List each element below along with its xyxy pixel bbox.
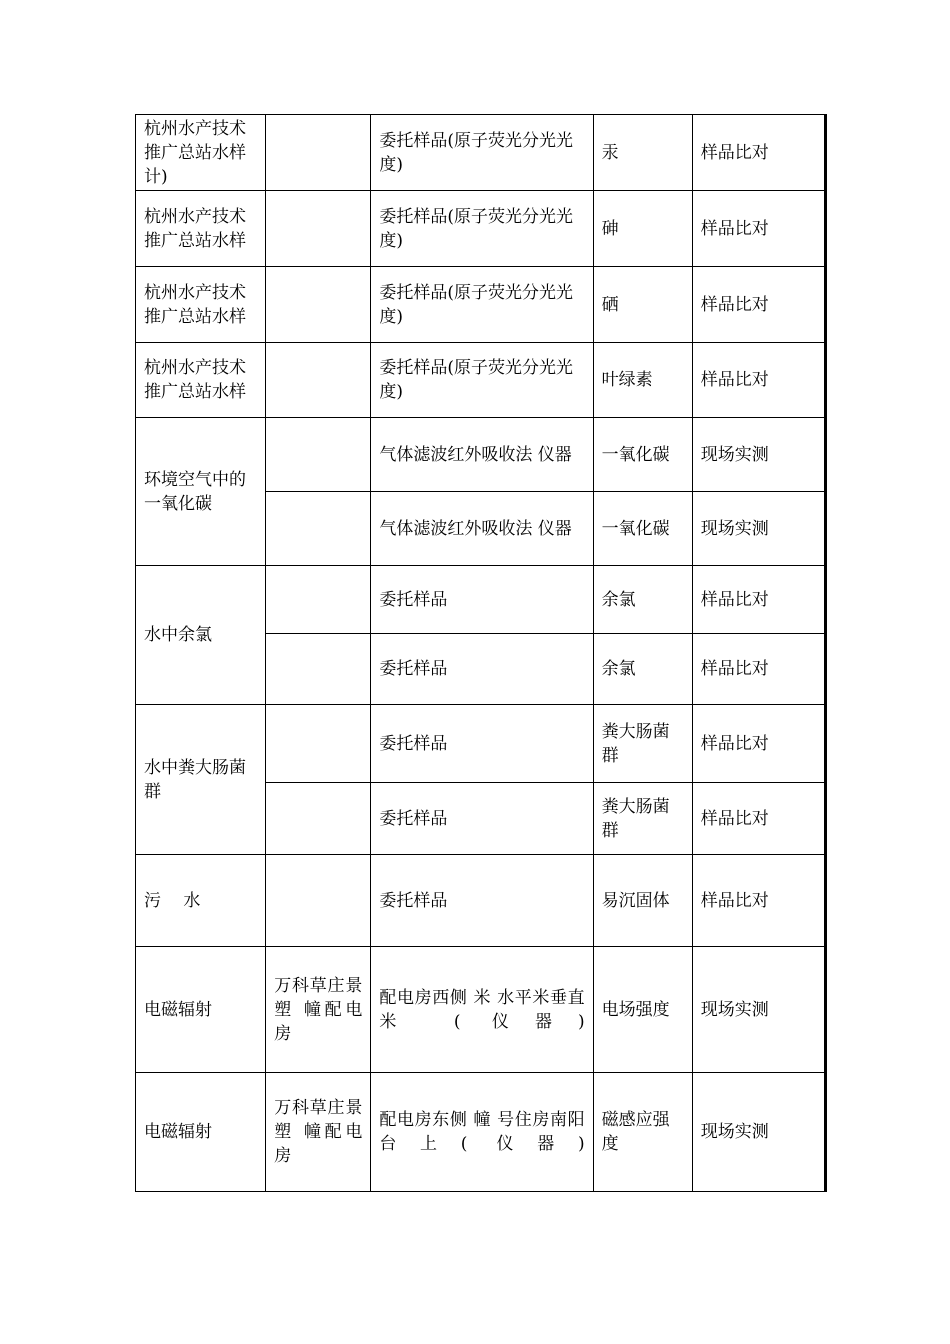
method-cell: 配电房西侧 米 水平米垂直 米 ( 仪器) — [371, 947, 593, 1073]
test-type-cell: 样品比对 — [692, 783, 825, 855]
parameter-cell: 一氧化碳 — [593, 492, 692, 566]
test-type-cell: 样品比对 — [692, 267, 825, 343]
method-cell: 配电房东侧 幢 号住房南阳台上( 仪器) — [371, 1073, 593, 1192]
sample-name-cell: 杭州水产技术推广总站水样 — [136, 191, 266, 267]
table-row — [136, 267, 826, 343]
table-row — [136, 705, 826, 783]
sample-name-cell: 水中余氯 — [136, 566, 266, 705]
location-cell — [266, 267, 371, 343]
sample-name-cell: 环境空气中的一氧化碳 — [136, 418, 266, 566]
parameter-cell: 余氯 — [593, 566, 692, 634]
location-cell: 万科草庄景塑 幢配电房 — [266, 1073, 371, 1192]
location-cell — [266, 115, 371, 191]
sample-name-cell: 电磁辐射 — [136, 1073, 266, 1192]
sample-name-cell: 杭州水产技术推广总站水样 — [136, 267, 266, 343]
parameter-cell: 砷 — [593, 191, 692, 267]
table-row — [136, 343, 826, 418]
method-cell: 委托样品(原子荧光分光光度) — [371, 191, 593, 267]
parameter-cell: 粪大肠菌群 — [593, 783, 692, 855]
location-cell — [266, 855, 371, 947]
parameter-cell: 电场强度 — [593, 947, 692, 1073]
method-cell: 气体滤波红外吸收法 仪器 — [371, 418, 593, 492]
test-type-cell: 样品比对 — [692, 566, 825, 634]
table-row — [136, 418, 826, 492]
record-table — [135, 114, 827, 1192]
table-row — [136, 1073, 826, 1192]
parameter-cell: 汞 — [593, 115, 692, 191]
test-type-cell: 样品比对 — [692, 855, 825, 947]
test-type-cell: 样品比对 — [692, 343, 825, 418]
location-cell — [266, 492, 371, 566]
table-row — [136, 191, 826, 267]
method-cell: 气体滤波红外吸收法 仪器 — [371, 492, 593, 566]
table-row — [136, 566, 826, 634]
location-cell — [266, 705, 371, 783]
test-type-cell: 现场实测 — [692, 1073, 825, 1192]
test-type-cell: 样品比对 — [692, 191, 825, 267]
test-type-cell: 现场实测 — [692, 947, 825, 1073]
sample-name-cell: 杭州水产技术推广总站水样计) — [136, 115, 266, 191]
table-row — [136, 947, 826, 1073]
method-cell: 委托样品 — [371, 634, 593, 705]
parameter-cell: 硒 — [593, 267, 692, 343]
location-cell — [266, 191, 371, 267]
sample-name-cell: 电磁辐射 — [136, 947, 266, 1073]
location-cell: 万科草庄景塑 幢配电房 — [266, 947, 371, 1073]
location-cell — [266, 634, 371, 705]
location-cell — [266, 783, 371, 855]
sample-name-cell: 杭州水产技术推广总站水样 — [136, 343, 266, 418]
table-row — [136, 855, 826, 947]
method-cell: 委托样品 — [371, 705, 593, 783]
test-type-cell: 样品比对 — [692, 115, 825, 191]
sample-name-cell: 水中粪大肠菌群 — [136, 705, 266, 855]
method-cell: 委托样品 — [371, 566, 593, 634]
location-cell — [266, 418, 371, 492]
method-cell: 委托样品(原子荧光分光光度) — [371, 343, 593, 418]
location-cell — [266, 343, 371, 418]
parameter-cell: 叶绿素 — [593, 343, 692, 418]
method-cell: 委托样品 — [371, 855, 593, 947]
test-type-cell: 现场实测 — [692, 492, 825, 566]
location-cell — [266, 566, 371, 634]
method-cell: 委托样品(原子荧光分光光度) — [371, 267, 593, 343]
table-row — [136, 115, 826, 191]
test-type-cell: 样品比对 — [692, 634, 825, 705]
parameter-cell: 易沉固体 — [593, 855, 692, 947]
test-type-cell: 现场实测 — [692, 418, 825, 492]
sample-name-cell: 污 水 — [136, 855, 266, 947]
method-cell: 委托样品(原子荧光分光光度) — [371, 115, 593, 191]
parameter-cell: 一氧化碳 — [593, 418, 692, 492]
method-cell: 委托样品 — [371, 783, 593, 855]
parameter-cell: 粪大肠菌群 — [593, 705, 692, 783]
test-type-cell: 样品比对 — [692, 705, 825, 783]
parameter-cell: 磁感应强度 — [593, 1073, 692, 1192]
parameter-cell: 余氯 — [593, 634, 692, 705]
